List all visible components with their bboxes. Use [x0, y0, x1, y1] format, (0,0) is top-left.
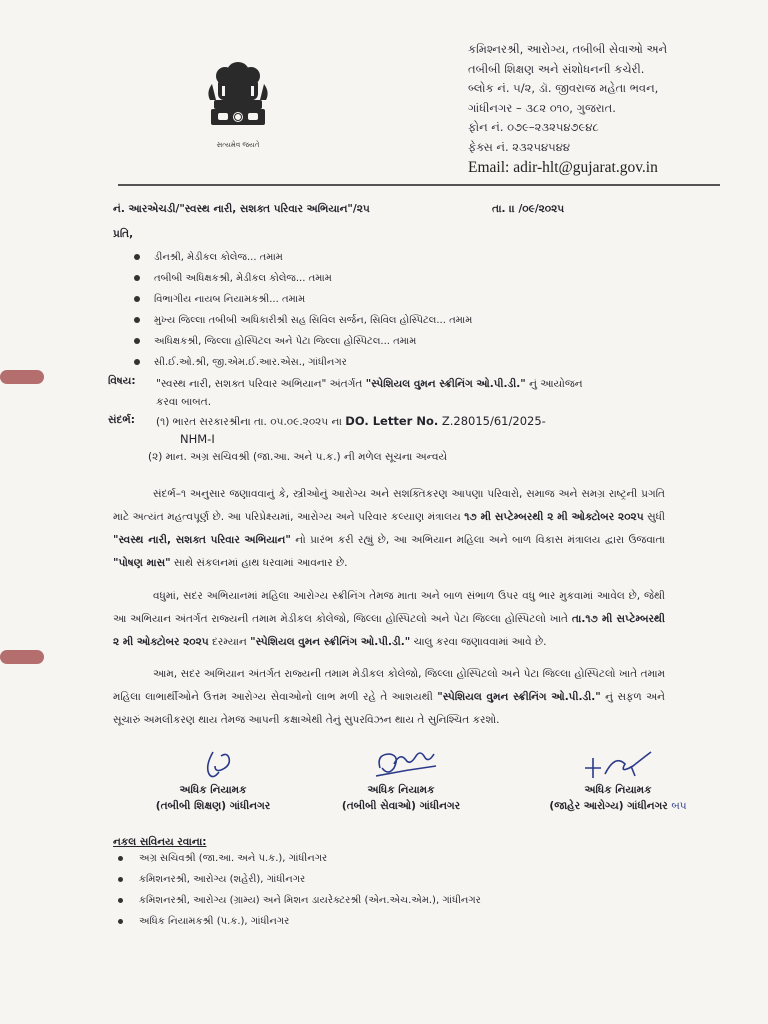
campaign-dates: ૧૭ મી સપ્ટેમ્બરથી ૨ મી ઓક્ટોબર ૨૦૨૫ [464, 511, 644, 523]
recipient-text: સી.ઈ.ઓ.શ્રી, જી.એમ.ઈ.આર.એસ., ગાંધીનગર [154, 357, 347, 368]
office-line: કમિશ્નરશ્રી, આરોગ્ય, તબીબી સેવાઓ અને [468, 42, 668, 56]
bullet-icon [118, 919, 123, 924]
reference-number: નં. આરએચડી/"સ્વસ્થ નારી, સશક્ત પરિવાર અભિયાન"/૨૫ [113, 203, 370, 215]
list-item [134, 268, 472, 289]
subject-text-part: "સ્વસ્થ નારી, સશક્ત પરિવાર અભિયાન" અંતર્ગત [156, 378, 366, 390]
list-item [118, 869, 481, 890]
bullet-icon [134, 317, 140, 323]
reference-item-2: (૨) માન. અગ્ર સચિવશ્રી (જા.આ. અને પ.ક.) ની મળેલ સૂચના અન્વયે [148, 451, 448, 463]
campaign-name: "સ્વસ્થ નારી, સશક્ત પરિવાર અભિયાન" [113, 534, 291, 546]
para-text: નું સફળ અને સૂચારું અમલીકરણ થાય તેમજ આપની કક્ષાએથી તેનું સુપરવિઝન થાય તે સુનિશ્ચિત કરશો. [113, 691, 665, 726]
emblem-motto: સત્યમેવ જયતે [216, 141, 260, 149]
list-item [134, 289, 472, 310]
bullet-icon [134, 338, 140, 344]
para-text: વધુમાં, સદર અભિયાનમાં મહિલા આરોગ્ય સ્ક્રીનિંગ તેમજ માતા અને બાળ સંભાળ ઉપર વધુ ભાર મુકવામાં આવેલ છે, જેથી આ અભિયાન અંતર્ગત રાજ્યની તમામ મેડીકલ કોલેજો, જિલ્લા હોસ્પિટલો અને પેટા જિલ્લા હોસ્પિટલો ખાતે [113, 590, 665, 625]
para-text: સંદર્ભ–૧ અનુસાર જણાવવાનું કે, સ્ત્રીઓનું આરોગ્ય અને સશક્તિકરણ આપણા પરિવારો, સમાજ અને સમગ્ર રાષ્ટ્રની પ્રગતિ માટે અત્યંત મહત્વપૂર્ણ છે. આ પરિપ્રેક્ષ્યમાં, આરોગ્ય અને પરિવાર કલ્યાણ મંત્રાલય [113, 488, 665, 523]
do-letter-number-cont: NHM-I [180, 432, 215, 446]
bullet-icon [134, 254, 140, 260]
national-emblem [198, 52, 278, 152]
list-item [134, 331, 472, 352]
signature-block-medical-services [326, 748, 476, 814]
subject-text-part: નું આયોજન કરવા બાબત. [156, 378, 583, 408]
do-letter-label: DO. Letter No. [345, 414, 439, 428]
para-text: દરમ્યાન [208, 636, 251, 648]
header-divider [118, 184, 720, 186]
signatory-department [528, 798, 708, 814]
letter-date: તા. ।। /૦૯/૨૦૨૫ [492, 203, 565, 215]
recipient-text: ડીનશ્રી, મેડીકલ કોલેજ... તમામ [154, 252, 283, 263]
copy-recipient-text: અગ્ર સચિવશ્રી (જા.આ. અને પ.ક.), ગાંધીનગર [139, 853, 328, 864]
signatory-title: અધિક નિયામક [367, 784, 435, 796]
body-paragraph-1 [113, 483, 665, 575]
copy-recipient-text: કમિશનરશ્રી, આરોગ્ય (શહેરી), ગાંધીનગર [139, 874, 306, 885]
office-line: તબીબી શિક્ષણ અને સંશોધનની કચેરી. [468, 61, 645, 76]
office-fax: ફેક્સ નં. ૨૩૨૫૪૫૪૪ [468, 139, 570, 154]
subject-label: વિષય: [108, 375, 136, 387]
body-paragraph-2 [113, 585, 665, 654]
para-text: નો પ્રારંભ કરી રહ્યું છે, આ અભિયાન મહિલા અને બાળ વિકાસ મંત્રાલય દ્વારા ઉજવાતા [290, 534, 665, 546]
bullet-icon [134, 359, 140, 365]
signature-block-medical-education [138, 748, 288, 814]
office-line: ગાંધીનગર – ૩૮૨ ૦૧૦, ગુજરાત. [468, 100, 616, 115]
list-item [134, 352, 472, 373]
list-item [118, 911, 481, 932]
office-line: બ્લોક નં. ૫/૨, ડૉ. જીવરાજ મહેતા ભવન, [468, 81, 659, 95]
copy-to-list [118, 848, 481, 932]
do-letter-number: Z.28015/61/2025- [438, 414, 546, 428]
copy-recipient-text: અધિક નિયામકશ્રી (પ.ક.), ગાંધીનગર [139, 916, 290, 927]
handwritten-note: બપ [671, 800, 687, 812]
recipient-text: તબીબી અધિક્ષકશ્રી, મેડીકલ કોલેજ... તમામ [154, 273, 332, 284]
bullet-icon [134, 275, 140, 281]
copy-to-heading: નકલ સવિનય રવાના: [113, 836, 207, 848]
signatory-title: અધિક નિયામક [584, 784, 652, 796]
subject-opd-title: "સ્પેશિયલ વુમન સ્ક્રીનિંગ ઓ.પી.ડી." [365, 378, 526, 390]
binder-mark [0, 650, 44, 664]
list-item [118, 848, 481, 869]
binder-mark [0, 370, 44, 384]
handwritten-signature-icon [573, 748, 663, 782]
office-email: Email: adir-hlt@gujarat.gov.in [468, 159, 658, 176]
poshan-maas: "પોષણ માસ" [113, 557, 171, 569]
list-item [134, 310, 472, 331]
signature-block-public-health [528, 748, 708, 814]
handwritten-signature-icon [356, 748, 446, 782]
para-text: સાથે સંકલનમાં હાથ ધરવામાં આવનાર છે. [170, 557, 348, 569]
signature-row [0, 748, 768, 828]
signatory-title: અધિક નિયામક [179, 784, 247, 796]
signatory-department-text: (જાહેર આરોગ્ય) ગાંધીનગર [549, 800, 668, 812]
signatory-department: (તબીબી સેવાઓ) ગાંધીનગર [341, 800, 461, 812]
bullet-icon [118, 877, 123, 882]
emblem-icon [198, 52, 278, 138]
addressee-heading: પ્રતિ, [113, 228, 134, 240]
subject-text [156, 375, 586, 411]
para-text: સુધી [643, 511, 665, 523]
recipient-list [134, 247, 472, 373]
bullet-icon [118, 898, 123, 903]
copy-recipient-text: કમિશનરશ્રી, આરોગ્ય (ગ્રામ્ય) અને મિશન ડાયરેક્ટરશ્રી (એન.એચ.એમ.), ગાંધીનગર [139, 895, 481, 906]
list-item [118, 890, 481, 911]
opd-dates: તા.૧૭ મી સપ્ટેમ્બરથી ૨ મી ઓક્ટોબર ૨૦૨૫ [113, 613, 665, 648]
handwritten-signature-icon [183, 748, 243, 782]
bullet-icon [134, 296, 140, 302]
para-text: આમ, સદર અભિયાન અંતર્ગત રાજ્યની તમામ મેડીકલ કોલેજો, જિલ્લા હોસ્પિટલો અને પેટા જિલ્લા હોસ્પિટલો ખાતે તમામ મહિલા લાભાર્થીઓને ઉત્તમ આરોગ્ય સેવાઓનો લાભ મળી રહે તે આશયથી [113, 668, 665, 703]
list-item [134, 247, 472, 268]
reference-label: સંદર્ભ: [108, 414, 135, 426]
recipient-text: વિભાગીય નાયબ નિયામકશ્રી... તમામ [154, 294, 306, 305]
signatory-department: (તબીબી શિક્ષણ) ગાંધીનગર [155, 800, 271, 812]
recipient-text: અધિક્ષકશ્રી, જિલ્લા હોસ્પિટલ અને પેટા જિલ્લા હોસ્પિટલ... તમામ [154, 336, 417, 347]
bullet-icon [118, 856, 123, 861]
office-phone: ફોન નં. ૦૭૯–૨૩૨૫૪૭૯૪૮ [468, 120, 599, 134]
opd-name: "સ્પેશિયલ વુમન સ્ક્રીનિંગ ઓ.પી.ડી." [250, 636, 411, 648]
office-address [468, 40, 758, 179]
reference-text: (૧) ભારત સરકારશ્રીના તા. ૦૫.૦૯.૨૦૨૫ ના [156, 416, 346, 428]
recipient-text: મુખ્ય જિલ્લા તબીબી અધિકારીશ્રી સહ સિવિલ સર્જન, સિવિલ હોસ્પિટલ... તમામ [154, 315, 473, 326]
opd-name: "સ્પેશિયલ વુમન સ્ક્રીનિંગ ઓ.પી.ડી." [437, 691, 601, 703]
para-text: ચાલુ કરવા જણાવવામાં આવે છે. [410, 636, 547, 648]
body-paragraph-3 [113, 663, 665, 732]
reference-item-1 [156, 414, 546, 429]
